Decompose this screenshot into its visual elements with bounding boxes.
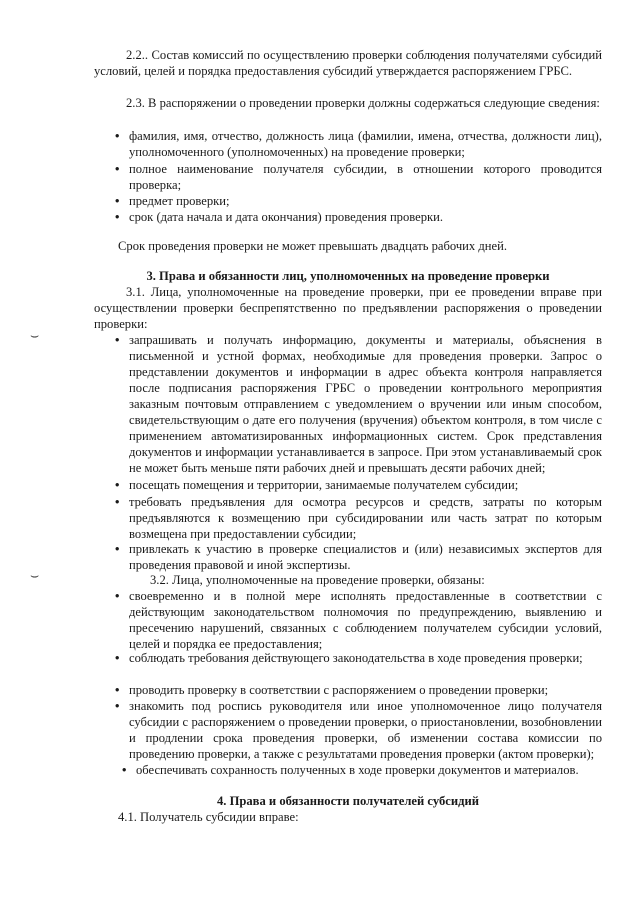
section-3-heading: 3. Права и обязанности лиц, уполномоченных на проведение проверки	[146, 269, 550, 283]
bullet-icon: •	[115, 651, 120, 665]
list-item-text: посещать помещения и территории, занимаемые получателем субсидии;	[129, 478, 519, 492]
list-item	[115, 193, 602, 209]
bullet-icon: •	[115, 210, 120, 224]
bullet-icon: •	[115, 699, 120, 713]
list-item-text: привлекать к участию в проверке специалистов и (или) независимых экспертов для проведения правовой и иной экспертизы.	[129, 542, 602, 572]
bullet-icon: •	[115, 478, 120, 492]
bullet-icon: •	[115, 194, 120, 208]
bullet-icon: •	[115, 542, 120, 556]
bullet-icon: •	[115, 129, 120, 143]
list-item	[115, 494, 602, 542]
list-item-text: соблюдать требования действующего законодательства в ходе проведения проверки;	[129, 651, 583, 665]
list-item	[115, 541, 602, 573]
list-item	[115, 682, 602, 698]
list-item-text: предмет проверки;	[129, 194, 230, 208]
list-item	[115, 698, 602, 762]
margin-mark-icon: ⌣	[30, 569, 40, 584]
bullet-icon: •	[115, 162, 120, 176]
list-item	[115, 588, 602, 652]
margin-mark-icon: ⌣	[30, 329, 40, 344]
list-item	[115, 128, 602, 160]
bullet-icon: •	[115, 683, 120, 697]
list-item	[122, 762, 602, 778]
bullet-icon: •	[122, 763, 127, 777]
list-item-text: срок (дата начала и дата окончания) проведения проверки.	[129, 210, 444, 224]
list-item	[115, 209, 602, 225]
list-item-text: запрашивать и получать информацию, документы и материалы, объяснения в письменной и устной формах, необходимые для проведения проверки. Запрос о представлении документов и информации в адрес объекта контроля направляется после подписания распоряжения ГРБС о проведении контрольного мероприятия заказным почтовым отправлением с уведомлением о вручении или иным способом, свидетельствующим о дате его получения (вручения) объектом контроля, в том числе с применением автоматизированных информационных систем. Срок представления документов и информации устанавливается в запросе. При этом устанавливаемый срок не может быть меньше пяти рабочих дней и превышать десяти рабочих дней;	[129, 333, 602, 475]
list-item-text: своевременно и в полной мере исполнять предоставленные в соответствии с действующим законодательством полномочия по предупреждению, выявлению и пресечению нарушений, связанных с соблюдением получателем субсидии условий, целей и порядка ее предоставления;	[129, 589, 602, 651]
list-item-text: полное наименование получателя субсидии, в отношении которого проводится проверка;	[129, 162, 602, 192]
list-item-text: знакомить под роспись руководителя или иное уполномоченное лицо получателя субсидии с распоряжением о проведении проверки, о приостановлении, возобновлении и продлении срока проведения проверки, об изменении состава комиссии по проведению проверки, а также с результатами проведения проверки (актом проверки);	[129, 699, 602, 761]
list-item	[115, 332, 602, 476]
duration-paragraph: Срок проведения проверки не может превышать двадцать рабочих дней.	[118, 239, 507, 253]
bullet-icon: •	[115, 333, 120, 347]
paragraph-2-2: 2.2.. Состав комиссий по осуществлению проверки соблюдения получателями субсидий условий, целей и порядка предоставления субсидий утверждается распоряжением ГРБС.	[94, 48, 602, 78]
list-item	[115, 477, 602, 493]
list-item-text: обеспечивать сохранность полученных в ходе проверки документов и материалов.	[136, 763, 579, 777]
paragraph-3-2: 3.2. Лица, уполномоченные на проведение проверки, обязаны:	[150, 573, 485, 587]
paragraph-3-1: 3.1. Лица, уполномоченные на проведение проверки, при ее проведении вправе при осуществлении проверки беспрепятственно по предъявлении распоряжения о проведении проверки:	[94, 285, 602, 331]
list-item-text: проводить проверку в соответствии с распоряжением о проведении проверки;	[129, 683, 549, 697]
list-item	[115, 650, 602, 666]
list-item	[115, 161, 602, 193]
section-4-heading: 4. Права и обязанности получателей субсидий	[216, 794, 480, 808]
bullet-icon: •	[115, 495, 120, 509]
list-item-text: фамилия, имя, отчество, должность лица (фамилии, имена, отчества, должности лиц), уполномоченного (уполномоченных) на проведение проверки;	[129, 129, 602, 159]
paragraph-4-1: 4.1. Получатель субсидии вправе:	[118, 810, 299, 824]
list-item-text: требовать предъявления для осмотра ресурсов и средств, затраты по которым предъявляются к возмещению при субсидировании или часть затрат по которым возмещена при предоставлении субсидии;	[129, 495, 602, 541]
bullet-icon: •	[115, 589, 120, 603]
paragraph-2-3: 2.3. В распоряжении о проведении проверки должны содержаться следующие сведения:	[126, 96, 600, 110]
